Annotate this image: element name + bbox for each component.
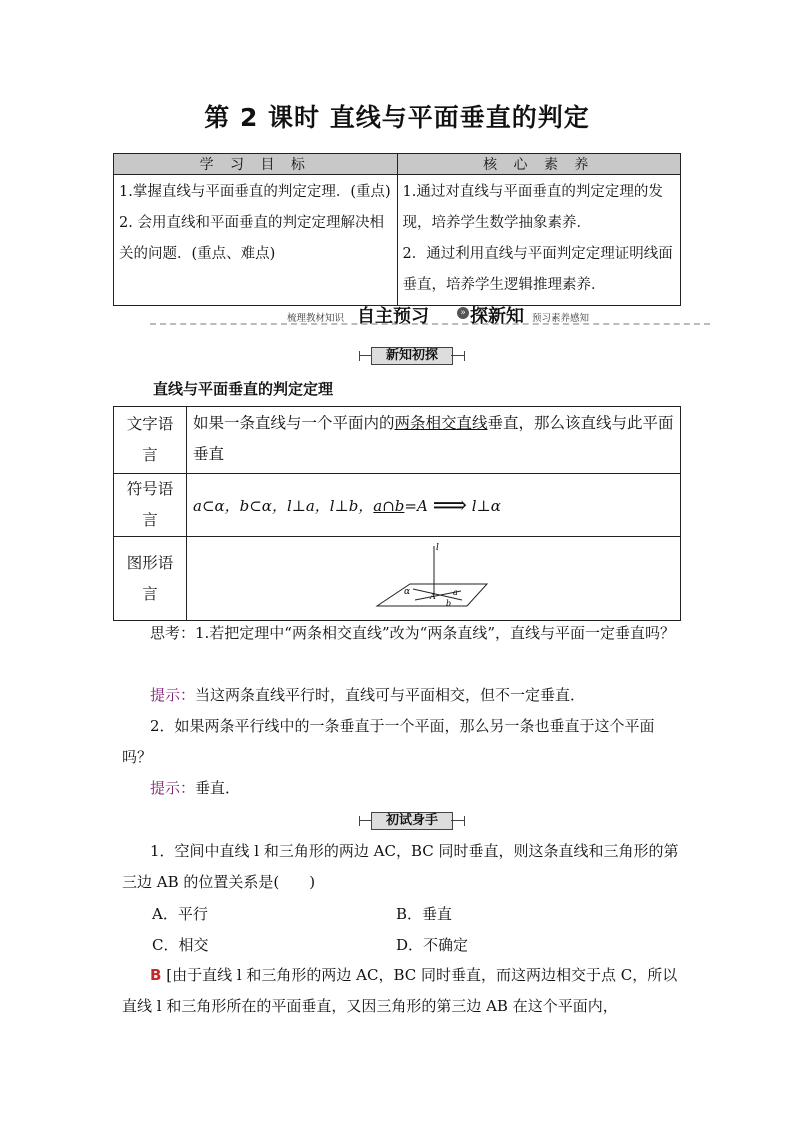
hint-label: 提示： <box>150 686 196 704</box>
underlined-term: 两条相交直线 <box>394 414 488 432</box>
figure-cell <box>187 537 681 621</box>
option-b: B．垂直 <box>396 905 453 923</box>
section-tag-first-try: 初试身手 <box>359 812 465 830</box>
answer-letter: B <box>150 966 162 984</box>
section-banner <box>150 302 710 328</box>
theorem-table <box>113 406 681 621</box>
hint-1: 提示：当这两条直线平行时，直线可与平面相交，但不一定垂直． <box>150 686 586 704</box>
label-A: A <box>430 591 436 601</box>
line-plane-figure <box>187 538 677 620</box>
chevron-right-icon: » <box>457 307 469 319</box>
literacy-item: 1.通过对直线与平面垂直的判定定理的发现，培养学生数学抽象素养． <box>402 184 663 231</box>
goals-table <box>113 153 681 306</box>
goals-right-cell <box>397 175 681 306</box>
symbol-language-label: 符号语言 <box>114 474 187 537</box>
option-d: D．不确定 <box>396 936 469 954</box>
section-tag-new-knowledge: 新知初探 <box>359 347 465 365</box>
label-l: l <box>436 542 439 553</box>
think-question-2: 2．如果两条平行线中的一条垂直于一个平面，那么另一条也垂直于这个平面吗？ <box>122 717 655 766</box>
figure-language-label: 图形语言 <box>114 537 187 621</box>
goals-header-right: 核 心 素 养 <box>397 154 681 175</box>
symbol-language-content: a⊂α，b⊂α，l⊥a，l⊥b，a∩b=A ⟹ l⊥α <box>187 474 681 537</box>
label-b: b <box>446 598 452 608</box>
goal-item: 2. 会用直线和平面垂直的判定定理解决相关的问题．(重点、难点) <box>119 215 384 262</box>
exercise-question: 1．空间中直线 l 和三角形的两边 AC，BC 同时垂直，则这条直线和三角形的第三边 AB 的位置关系是( ) <box>122 842 679 891</box>
think-question-1: 思考：1.若把定理中“两条相交直线”改为“两条直线”，直线与平面一定垂直吗？ <box>150 624 675 642</box>
label-a: a <box>453 587 458 597</box>
option-a: A．平行 <box>152 905 208 923</box>
literacy-item: 2．通过利用直线与平面判定定理证明线面垂直，培养学生逻辑推理素养． <box>402 246 673 293</box>
banner-title-2: 探新知 <box>470 306 524 327</box>
banner-right-caption: 预习素养感知 <box>532 313 590 324</box>
goals-left-cell <box>114 175 398 306</box>
banner-title-1: 自主预习 <box>357 306 429 327</box>
theorem-heading: 直线与平面垂直的判定定理 <box>153 380 334 398</box>
implies-arrow: ⟹ <box>432 491 468 519</box>
page-title: 第 2 课时 直线与平面垂直的判定 <box>204 103 590 132</box>
exercise-explanation: B [由于直线 l 和三角形的两边 AC，BC 同时垂直，而这两边相交于点 C，所以直线 l 和三角形所在的平面垂直，又因三角形的第三边 AB 在这个平面内， <box>122 966 678 1015</box>
banner-divider <box>150 323 710 325</box>
goals-header-left: 学 习 目 标 <box>114 154 398 175</box>
text-language-label: 文字语言 <box>114 407 187 474</box>
label-alpha: α <box>404 586 411 597</box>
banner-left-caption: 梳理教材知识 <box>287 313 345 324</box>
text-language-content: 如果一条直线与一个平面内的两条相交直线垂直，那么该直线与此平面垂直 <box>187 407 681 474</box>
hint-2: 提示：垂直． <box>150 779 241 797</box>
option-c: C．相交 <box>152 936 209 954</box>
goal-item: 1.掌握直线与平面垂直的判定定理．(重点) <box>119 184 391 200</box>
hint-label: 提示： <box>150 779 196 797</box>
